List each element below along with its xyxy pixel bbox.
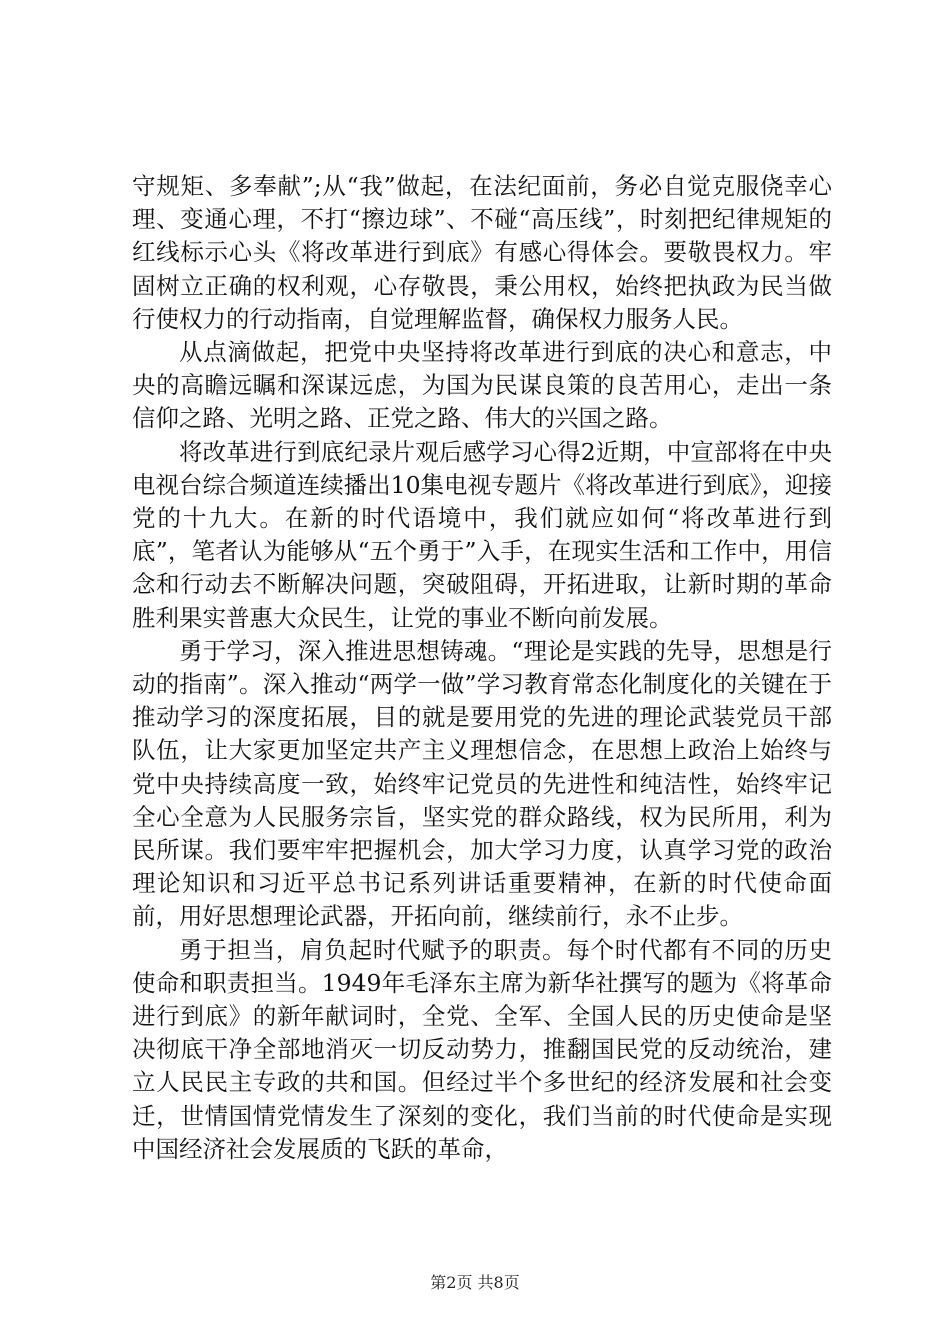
- paragraph-3: 将改革进行到底纪录片观后感学习心得2近期，中宣部将在中央电视台综合频道连续播出10集电视专题片《将改革进行到底》，迎接党的十九大。在新的时代语境中，我们就应如何“将改革进行到底”，笔者认为能够从“五个勇于”入手，在现实生活和工作中，用信念和行动去不断解决问题，突破阻碍，开拓进取，让新时期的革命胜利果实普惠大众民生，让党的事业不断向前发展。: [132, 437, 832, 632]
- paragraph-5: 勇于担当，肩负起时代赋予的职责。每个时代都有不同的历史使命和职责担当。1949年毛泽东主席为新华社撰写的题为《将革命进行到底》的新年献词时，全党、全军、全国人民的历史使命是坚决彻底干净全部地消灭一切反动势力，推翻国民党的反动统治，建立人民民主专政的共和国。但经过半个多世纪的经济发展和社会变迁，世情国情党情发生了深刻的变化，我们当前的时代使命是实现中国经济社会发展质的飞跃的革命，: [132, 935, 832, 1163]
- page-footer: 第2页 共8页: [430, 1273, 520, 1292]
- document-body: [132, 170, 832, 1166]
- paragraph-4: 勇于学习，深入推进思想铸魂。“理论是实践的先导，思想是行动的指南”。深入推动“两学一做”学习教育常态化制度化的关键在于推动学习的深度拓展，目的就是要用党的先进的理论武装党员干部队伍，让大家更加坚定共产主义理想信念，在思想上政治上始终与党中央持续高度一致，始终牢记党员的先进性和纯洁性，始终牢记全心全意为人民服务宗旨，坚实党的群众路线，权为民所用，利为民所谋。我们要牢牢把握机会，加大学习力度，认真学习党的政治理论知识和习近平总书记系列讲话重要精神，在新的时代使命面前，用好思想理论武器，开拓向前，继续前行，永不止步。: [132, 636, 832, 931]
- paragraph-1: 守规矩、多奉献”;从“我”做起，在法纪面前，务必自觉克服侥幸心理、变通心理，不打“擦边球”、不碰“高压线”，时刻把纪律规矩的红线标示心头《将改革进行到底》有感心得体会。要敬畏权力。牢固树立正确的权利观，心存敬畏，秉公用权，始终把执政为民当做行使权力的行动指南，自觉理解监督，确保权力服务人民。: [132, 172, 832, 333]
- paragraph-2: 从点滴做起，把党中央坚持将改革进行到底的决心和意志，中央的高瞻远瞩和深谋远虑，为国为民谋良策的良苦用心，走出一条信仰之路、光明之路、正党之路、伟大的兴国之路。: [132, 338, 832, 433]
